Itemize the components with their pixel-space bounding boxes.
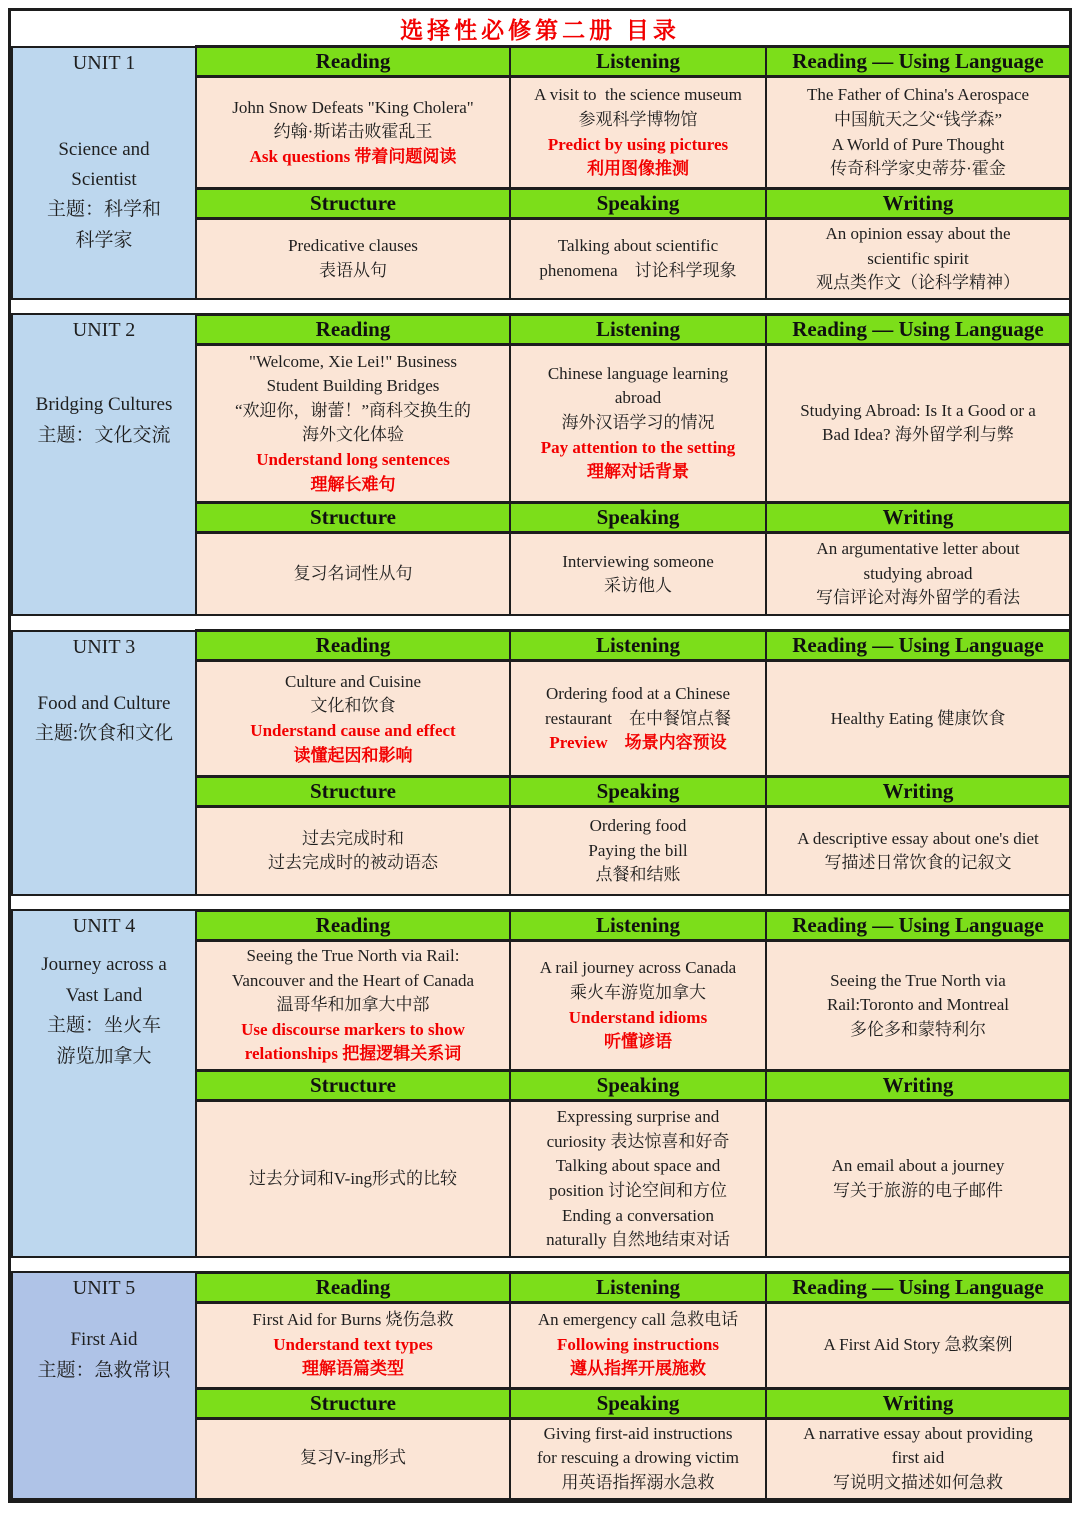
- unit-5-reading-using-language-header: Reading — Using Language: [766, 1272, 1070, 1302]
- text-line: restaurant 在中餐馆点餐: [544, 708, 732, 728]
- text-line: 过去完成时的被动语态: [268, 853, 438, 873]
- unit-5-structure-cell: [196, 1418, 510, 1498]
- unit-5-header-row-1: [12, 1272, 1070, 1302]
- text-line: An opinion essay about the: [825, 224, 1011, 243]
- text-line: 采访他人: [604, 576, 672, 596]
- unit-5-writing-cell: [766, 1418, 1070, 1498]
- unit-5-listening-header: Listening: [510, 1272, 766, 1302]
- text-line: Culture and Cuisine: [285, 671, 421, 691]
- text-line: Chinese language learning: [547, 363, 729, 383]
- unit-3-listening-header: Listening: [510, 631, 766, 661]
- unit-3-speaking-cell: [510, 807, 766, 895]
- unit-5-block: [11, 1271, 1071, 1500]
- text-line: 利用图像推测: [587, 159, 689, 179]
- text-line: 温哥华和加拿大中部: [276, 995, 430, 1015]
- unit-4-name-theme: [13, 942, 195, 1072]
- text-line: for rescuing a drowing victim: [536, 1448, 740, 1468]
- unit-5-writing-header: Writing: [766, 1388, 1070, 1418]
- text-line: 中国航天之父“钱学森”: [833, 109, 1003, 129]
- unit-1-reading-header: Reading: [196, 47, 510, 77]
- text-line: Studying Abroad: Is It a Good or a: [800, 400, 1036, 420]
- unit-4-writing-header: Writing: [766, 1071, 1070, 1101]
- unit-2-reading-using-language-header: Reading — Using Language: [766, 314, 1070, 344]
- unit-5-name-theme: [13, 1304, 195, 1386]
- unit-2-structure-header: Structure: [196, 502, 510, 532]
- unit-2-name: [36, 390, 173, 420]
- text-line: Science and: [58, 138, 150, 160]
- text-line: Understand idioms: [568, 1007, 708, 1027]
- unit-2-structure-cell: [196, 532, 510, 615]
- unit-2-label: UNIT 2: [72, 319, 136, 342]
- unit-3-theme: [35, 719, 173, 749]
- text-line: 主题：急救常识: [37, 1359, 171, 1381]
- text-line: 文化和饮食: [310, 696, 396, 716]
- unit-5-structure-header: Structure: [196, 1388, 510, 1418]
- unit-4-writing-cell: [766, 1101, 1070, 1257]
- unit-1-writing-cell: [766, 219, 1070, 299]
- text-line: Healthy Eating 健康饮食: [830, 708, 1006, 728]
- text-line: naturally 自然地结束对话: [546, 1230, 730, 1250]
- text-line: Use discourse markers to show: [241, 1019, 465, 1039]
- unit-1-cell: [12, 47, 196, 299]
- text-line: 听懂谚语: [604, 1032, 672, 1052]
- unit-4-label: UNIT 4: [72, 915, 136, 938]
- unit-4-listening-header: Listening: [510, 910, 766, 940]
- text-line: Rail:Toronto and Montreal: [827, 995, 1009, 1015]
- text-line: Understand cause and effect: [250, 720, 456, 740]
- unit-2-name-theme: [13, 346, 195, 451]
- unit-1-block: [11, 45, 1071, 300]
- text-line: The Father of China's Aerospace: [806, 85, 1030, 105]
- text-line: Seeing the True North via Rail:: [246, 945, 460, 965]
- unit-1-listening-cell: [510, 77, 766, 189]
- text-line: 复习V-ing形式: [299, 1448, 407, 1468]
- unit-4-cell: [12, 910, 196, 1256]
- unit-2-listening-header: Listening: [510, 314, 766, 344]
- text-line: 海外汉语学习的情况: [561, 413, 715, 433]
- text-line: first aid: [891, 1448, 945, 1468]
- unit-5-label: UNIT 5: [72, 1277, 136, 1300]
- unit-2-cell: [12, 314, 196, 615]
- unit-3-reading-header: Reading: [196, 631, 510, 661]
- unit-4-structure-cell: [196, 1101, 510, 1257]
- text-line: 主题：文化交流: [37, 424, 171, 446]
- unit-4-header-row-1: [12, 910, 1070, 940]
- text-line: position 讨论空间和方位: [548, 1180, 728, 1200]
- text-line: First Aid: [70, 1329, 138, 1351]
- toc-page: [8, 8, 1072, 1503]
- text-line: relationships 把握逻辑关系词: [244, 1044, 462, 1064]
- text-line: 海外文化体验: [302, 425, 404, 445]
- unit-3-speaking-header: Speaking: [510, 777, 766, 807]
- text-line: Scientist: [71, 168, 137, 190]
- unit-1-speaking-header: Speaking: [510, 189, 766, 219]
- text-line: 传奇科学家史蒂芬·霍金: [830, 159, 1006, 179]
- text-line: 理解对话背景: [587, 462, 689, 482]
- unit-5-speaking-cell: [510, 1418, 766, 1498]
- text-line: Food and Culture: [37, 692, 171, 714]
- text-line: John Snow Defeats "King Cholera": [232, 97, 474, 117]
- unit-2-writing-cell: [766, 532, 1070, 615]
- text-line: Journey across a: [41, 954, 167, 976]
- unit-3-writing-header: Writing: [766, 777, 1070, 807]
- unit-3-header-row-1: [12, 631, 1070, 661]
- text-line: 用英语指挥溺水急救: [561, 1472, 715, 1492]
- text-line: 参观科学博物馆: [578, 109, 698, 129]
- unit-3-cell: [12, 631, 196, 895]
- text-line: abroad: [614, 388, 662, 408]
- text-line: An email about a journey: [831, 1156, 1005, 1176]
- text-line: studying abroad: [863, 563, 973, 583]
- page-title: 选择性必修第二册 目录: [400, 17, 680, 43]
- text-line: Student Building Bridges: [266, 376, 440, 396]
- text-line: 表语从句: [319, 260, 387, 280]
- unit-4-structure-header: Structure: [196, 1071, 510, 1101]
- text-line: Ending a conversation: [561, 1205, 714, 1225]
- text-line: phenomena 讨论科学现象: [539, 260, 737, 280]
- unit-4-reading-using-language-header: Reading — Using Language: [766, 910, 1070, 940]
- unit-4-speaking-cell: [510, 1101, 766, 1257]
- text-line: 写说明文描述如何急救: [833, 1472, 1003, 1492]
- unit-5-cell: [12, 1272, 196, 1498]
- text-line: Seeing the True North via: [830, 970, 1006, 990]
- text-line: A narrative essay about providing: [803, 1423, 1033, 1443]
- text-line: Expressing surprise and: [556, 1106, 720, 1126]
- unit-5-listening-cell: [510, 1302, 766, 1388]
- unit-5-theme: [37, 1356, 170, 1386]
- unit-2-writing-header: Writing: [766, 502, 1070, 532]
- text-line: A First Aid Story 急救案例: [823, 1334, 1013, 1354]
- text-line: 主题：坐火车: [46, 1015, 161, 1037]
- text-line: 写描述日常饮食的记叙文: [824, 853, 1012, 873]
- unit-1-writing-header: Writing: [766, 189, 1070, 219]
- unit-4-reading-header: Reading: [196, 910, 510, 940]
- text-line: A World of Pure Thought: [831, 134, 1005, 154]
- unit-1-reading-cell: [196, 77, 510, 189]
- text-line: A descriptive essay about one's diet: [797, 828, 1039, 848]
- unit-2-reading-header: Reading: [196, 314, 510, 344]
- unit-3-listening-cell: [510, 661, 766, 777]
- text-line: Following instructions: [557, 1334, 719, 1354]
- text-line: Ordering food at a Chinese: [545, 683, 731, 703]
- unit-2-speaking-header: Speaking: [510, 502, 766, 532]
- unit-1-structure-cell: [196, 219, 510, 299]
- text-line: 写关于旅游的电子邮件: [833, 1180, 1003, 1200]
- text-line: Vancouver and the Heart of Canada: [231, 970, 475, 990]
- text-line: Understand long sentences: [256, 450, 450, 470]
- unit-5-reading-cell: [196, 1302, 510, 1388]
- unit-3-label: UNIT 3: [72, 635, 136, 658]
- unit-3-reading-using-language-cell: [766, 661, 1070, 777]
- unit-3-structure-header: Structure: [196, 777, 510, 807]
- text-line: 遵从指挥开展施救: [570, 1359, 706, 1379]
- unit-1-name-theme: [13, 79, 195, 257]
- text-line: Predict by using pictures: [547, 134, 729, 154]
- unit-3-reading-cell: [196, 661, 510, 777]
- unit-2-reading-cell: [196, 344, 510, 502]
- unit-2-speaking-cell: [510, 532, 766, 615]
- unit-4-theme: [47, 1011, 161, 1072]
- text-line: A visit to the science museum: [534, 85, 742, 105]
- unit-1-reading-using-language-cell: [766, 77, 1070, 189]
- text-line: Understand text types: [273, 1334, 433, 1354]
- text-line: 乘火车游览加拿大: [570, 982, 706, 1002]
- text-line: A rail journey across Canada: [539, 958, 737, 978]
- text-line: Preview 场景内容预设: [549, 733, 727, 753]
- unit-4-listening-cell: [510, 940, 766, 1070]
- text-line: 写信评论对海外留学的看法: [816, 588, 1020, 608]
- unit-4-name: [41, 950, 167, 1011]
- text-line: Bad Idea? 海外留学利与弊: [822, 425, 1014, 445]
- text-line: 过去分词和V-ing形式的比较: [248, 1168, 458, 1188]
- text-line: Vast Land: [65, 984, 143, 1006]
- unit-3-block: [11, 629, 1071, 896]
- text-line: An emergency call 急救电话: [537, 1310, 739, 1330]
- unit-5-reading-using-language-cell: [766, 1302, 1070, 1388]
- text-line: An argumentative letter about: [816, 539, 1020, 559]
- unit-1-theme: [47, 195, 161, 256]
- text-line: 理解长难句: [310, 474, 396, 494]
- unit-3-structure-cell: [196, 807, 510, 895]
- unit-3-name: [38, 689, 171, 719]
- text-line: 主题：科学和: [46, 199, 161, 221]
- text-line: Bridging Cultures: [35, 394, 173, 416]
- text-line: Ordering food: [589, 816, 687, 836]
- unit-1-reading-using-language-header: Reading — Using Language: [766, 47, 1070, 77]
- text-line: 读懂起因和影响: [293, 745, 413, 765]
- unit-2-header-row-1: [12, 314, 1070, 344]
- unit-1-name: [58, 135, 149, 196]
- text-line: Interviewing someone: [562, 551, 714, 571]
- text-line: 理解语篇类型: [302, 1359, 404, 1379]
- text-line: 点餐和结账: [595, 865, 681, 885]
- unit-2-theme: [37, 421, 170, 451]
- text-line: Predicative clauses: [288, 236, 418, 256]
- unit-2-block: [11, 313, 1071, 617]
- text-line: “欢迎你，谢蕾！”商科交换生的: [234, 400, 472, 420]
- unit-1-label: UNIT 1: [72, 51, 136, 74]
- unit-4-block: [11, 909, 1071, 1258]
- text-line: 观点类作文（论科学精神）: [816, 273, 1020, 293]
- unit-1-listening-header: Listening: [510, 47, 766, 77]
- unit-1-structure-header: Structure: [196, 189, 510, 219]
- unit-3-reading-using-language-header: Reading — Using Language: [766, 631, 1070, 661]
- text-line: 多伦多和蒙特利尔: [850, 1019, 986, 1039]
- text-line: Ask questions 带着问题阅读: [249, 146, 457, 166]
- unit-4-reading-cell: [196, 940, 510, 1070]
- text-line: 游览加拿大: [56, 1045, 152, 1067]
- text-line: Talking about space and: [555, 1156, 721, 1176]
- text-line: "Welcome, Xie Lei!" Business: [249, 351, 457, 371]
- unit-5-speaking-header: Speaking: [510, 1388, 766, 1418]
- unit-2-reading-using-language-cell: [766, 344, 1070, 502]
- text-line: Pay attention to the setting: [540, 437, 736, 457]
- unit-3-writing-cell: [766, 807, 1070, 895]
- text-line: 复习名词性从句: [293, 563, 413, 583]
- unit-1-speaking-cell: [510, 219, 766, 299]
- text-line: 主题:饮食和文化: [34, 723, 174, 745]
- unit-5-reading-header: Reading: [196, 1272, 510, 1302]
- text-line: curiosity 表达惊喜和好奇: [546, 1131, 730, 1151]
- unit-2-listening-cell: [510, 344, 766, 502]
- unit-3-name-theme: [13, 663, 195, 750]
- text-line: Paying the bill: [588, 840, 688, 860]
- unit-5-name: [70, 1325, 137, 1355]
- text-line: First Aid for Burns 烧伤急救: [252, 1310, 454, 1330]
- text-line: 科学家: [75, 229, 133, 251]
- text-line: Giving first-aid instructions: [543, 1423, 733, 1443]
- unit-4-reading-using-language-cell: [766, 940, 1070, 1070]
- text-line: scientific spirit: [867, 248, 969, 268]
- text-line: 约翰·斯诺击败霍乱王: [273, 122, 433, 142]
- unit-1-header-row-1: [12, 47, 1070, 77]
- text-line: Talking about scientific: [557, 236, 719, 256]
- unit-4-speaking-header: Speaking: [510, 1071, 766, 1101]
- text-line: 过去完成时和: [302, 828, 404, 848]
